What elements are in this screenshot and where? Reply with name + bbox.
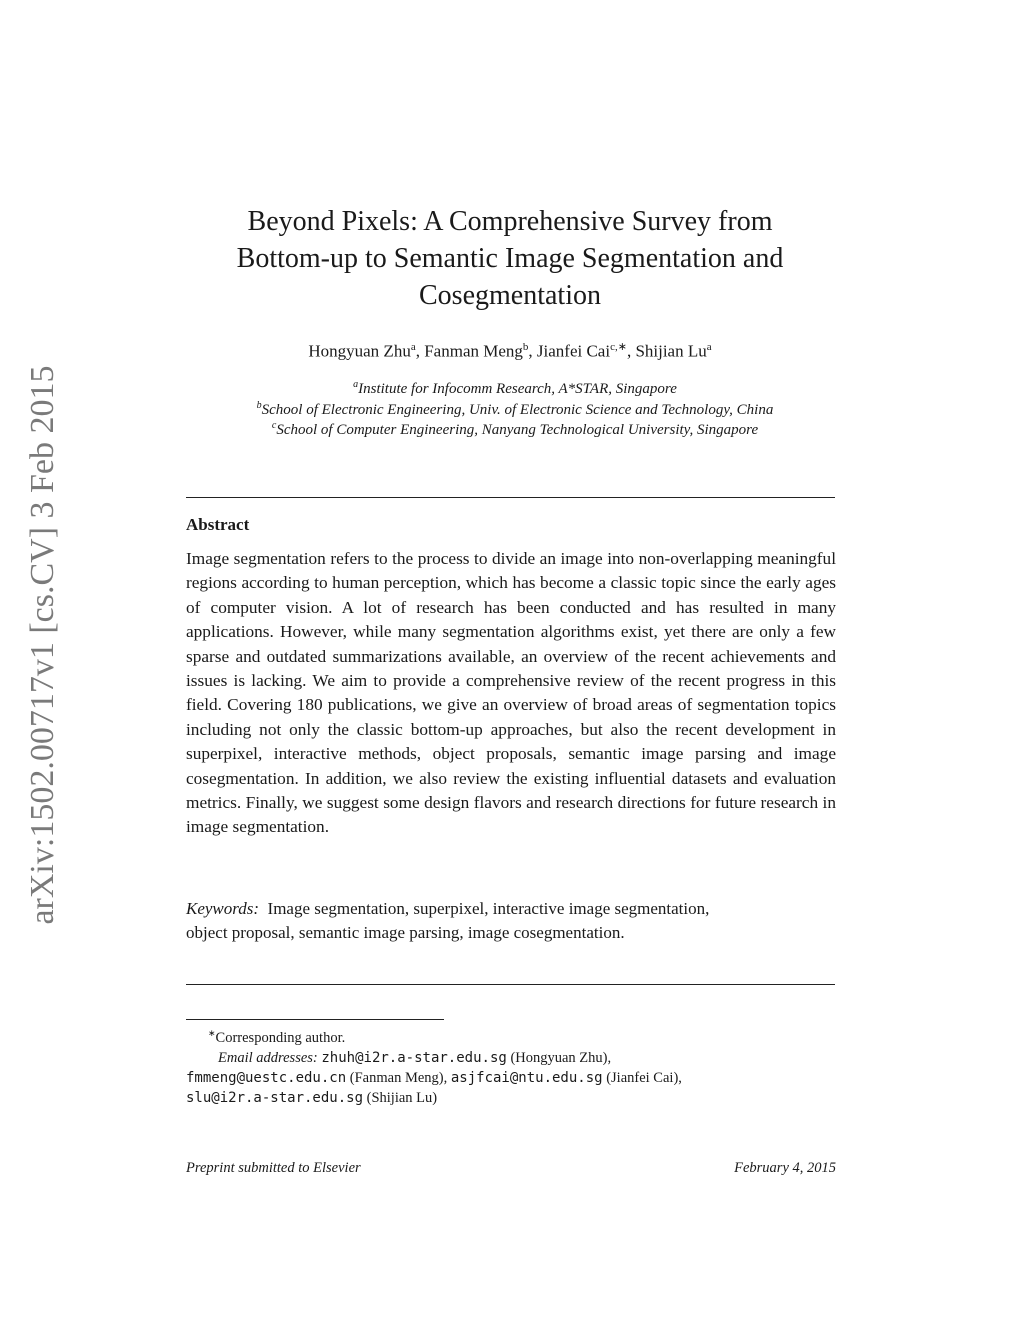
abstract-heading: Abstract bbox=[186, 515, 250, 534]
email-owner: (Jianfei Cai), bbox=[606, 1069, 682, 1086]
affiliation bbox=[190, 379, 840, 398]
author-sup: a bbox=[706, 341, 712, 353]
keywords bbox=[186, 897, 746, 945]
email-address[interactable]: asjfcai@ntu.edu.sg bbox=[450, 1069, 603, 1086]
affiliation-sup: b bbox=[256, 400, 262, 411]
affiliation-sup: c bbox=[271, 420, 277, 431]
footnote-marker: ∗ bbox=[208, 1028, 216, 1038]
email-label: Email addresses: bbox=[218, 1049, 318, 1066]
footnote bbox=[186, 1023, 836, 1108]
affiliation-text: School of Computer Engineering, Nanyang Technological University, Singapore bbox=[276, 422, 759, 438]
title-line-1: Beyond Pixels: A Comprehensive Survey from bbox=[247, 206, 773, 237]
author-name: Jianfei Cai bbox=[536, 341, 611, 361]
affiliation-text: School of Electronic Engineering, Univ. of Electronic Science and Technology, China bbox=[261, 402, 774, 418]
title-line-3: Cosegmentation bbox=[419, 280, 601, 311]
author-list: Hongyuan Zhu$^a$, Fanman Meng$^b$, Jianfei Cai$^{c,∗}$, Shijian Lu$^a$ bbox=[308, 341, 712, 361]
email-address[interactable]: zhuh@i2r.a-star.edu.sg bbox=[321, 1049, 507, 1066]
author-name: Fanman Meng bbox=[424, 341, 523, 361]
footnote-rule bbox=[186, 1019, 444, 1020]
author-sup: c,∗ bbox=[610, 341, 627, 353]
email-line-1 bbox=[186, 1048, 836, 1068]
email-owner: (Hongyuan Zhu), bbox=[510, 1049, 612, 1066]
affiliation-text: Institute for Infocomm Research, A*STAR, Singapore bbox=[358, 381, 677, 397]
abstract-body: Image segmentation refers to the process to divide an image into non-overlapping meaningful regions according to human perception, which has become a classic topic since the early ages of computer vision. A lot of research has been conducted and has resulted in many applications. However, while many segmentation algorithms exist, yet there are only a few sparse and outdated summarizations available, an overview of the recent achievements and issues is lacking. We aim to provide a comprehensive review of the recent progress in this field. Covering 180 publications, we give an overview of broad areas of segmentation topics including not only the classic bottom-up approaches, but also the recent development in superpixel, interactive methods, object proposals, semantic image parsing and image cosegmentation. In addition, we also review the existing influential datasets and evaluation metrics. Finally, we suggest some design flavors and research directions for future research in image segmentation. bbox=[186, 549, 836, 837]
email-address[interactable]: fmmeng@uestc.edu.cn bbox=[186, 1069, 347, 1086]
email-owner: (Fanman Meng), bbox=[349, 1069, 448, 1086]
email-line-3 bbox=[186, 1088, 836, 1108]
bottom-divider bbox=[186, 984, 835, 985]
email-address[interactable]: slu@i2r.a-star.edu.sg bbox=[186, 1089, 364, 1106]
author-sup: b bbox=[522, 341, 529, 353]
corresponding-note bbox=[186, 1023, 836, 1048]
keywords-text: Image segmentation, superpixel, interactive image segmentation, object proposal, semantic image parsing, image cosegmentation. bbox=[186, 899, 710, 942]
arxiv-stamp: arXiv:1502.00717v1 [cs.CV] 3 Feb 2015 bbox=[24, 365, 61, 925]
corresponding-text: Corresponding author. bbox=[215, 1029, 346, 1046]
title-line-2: Bottom-up to Semantic Image Segmentation and bbox=[236, 243, 784, 274]
author-name: Hongyuan Zhu bbox=[308, 341, 411, 361]
email-line-2 bbox=[186, 1068, 836, 1088]
keywords-label: Keywords: bbox=[186, 899, 260, 918]
affiliation bbox=[190, 400, 840, 419]
top-divider bbox=[186, 497, 835, 498]
affiliation bbox=[190, 420, 840, 439]
paper-title bbox=[200, 203, 820, 314]
affiliation-sup: a bbox=[353, 379, 359, 390]
preprint-note: Preprint submitted to Elsevier bbox=[186, 1160, 361, 1176]
author-sup: a bbox=[410, 341, 416, 353]
author-name: Shijian Lu bbox=[635, 341, 707, 361]
email-owner: (Shijian Lu) bbox=[366, 1089, 438, 1106]
submission-date: February 4, 2015 bbox=[734, 1160, 836, 1176]
